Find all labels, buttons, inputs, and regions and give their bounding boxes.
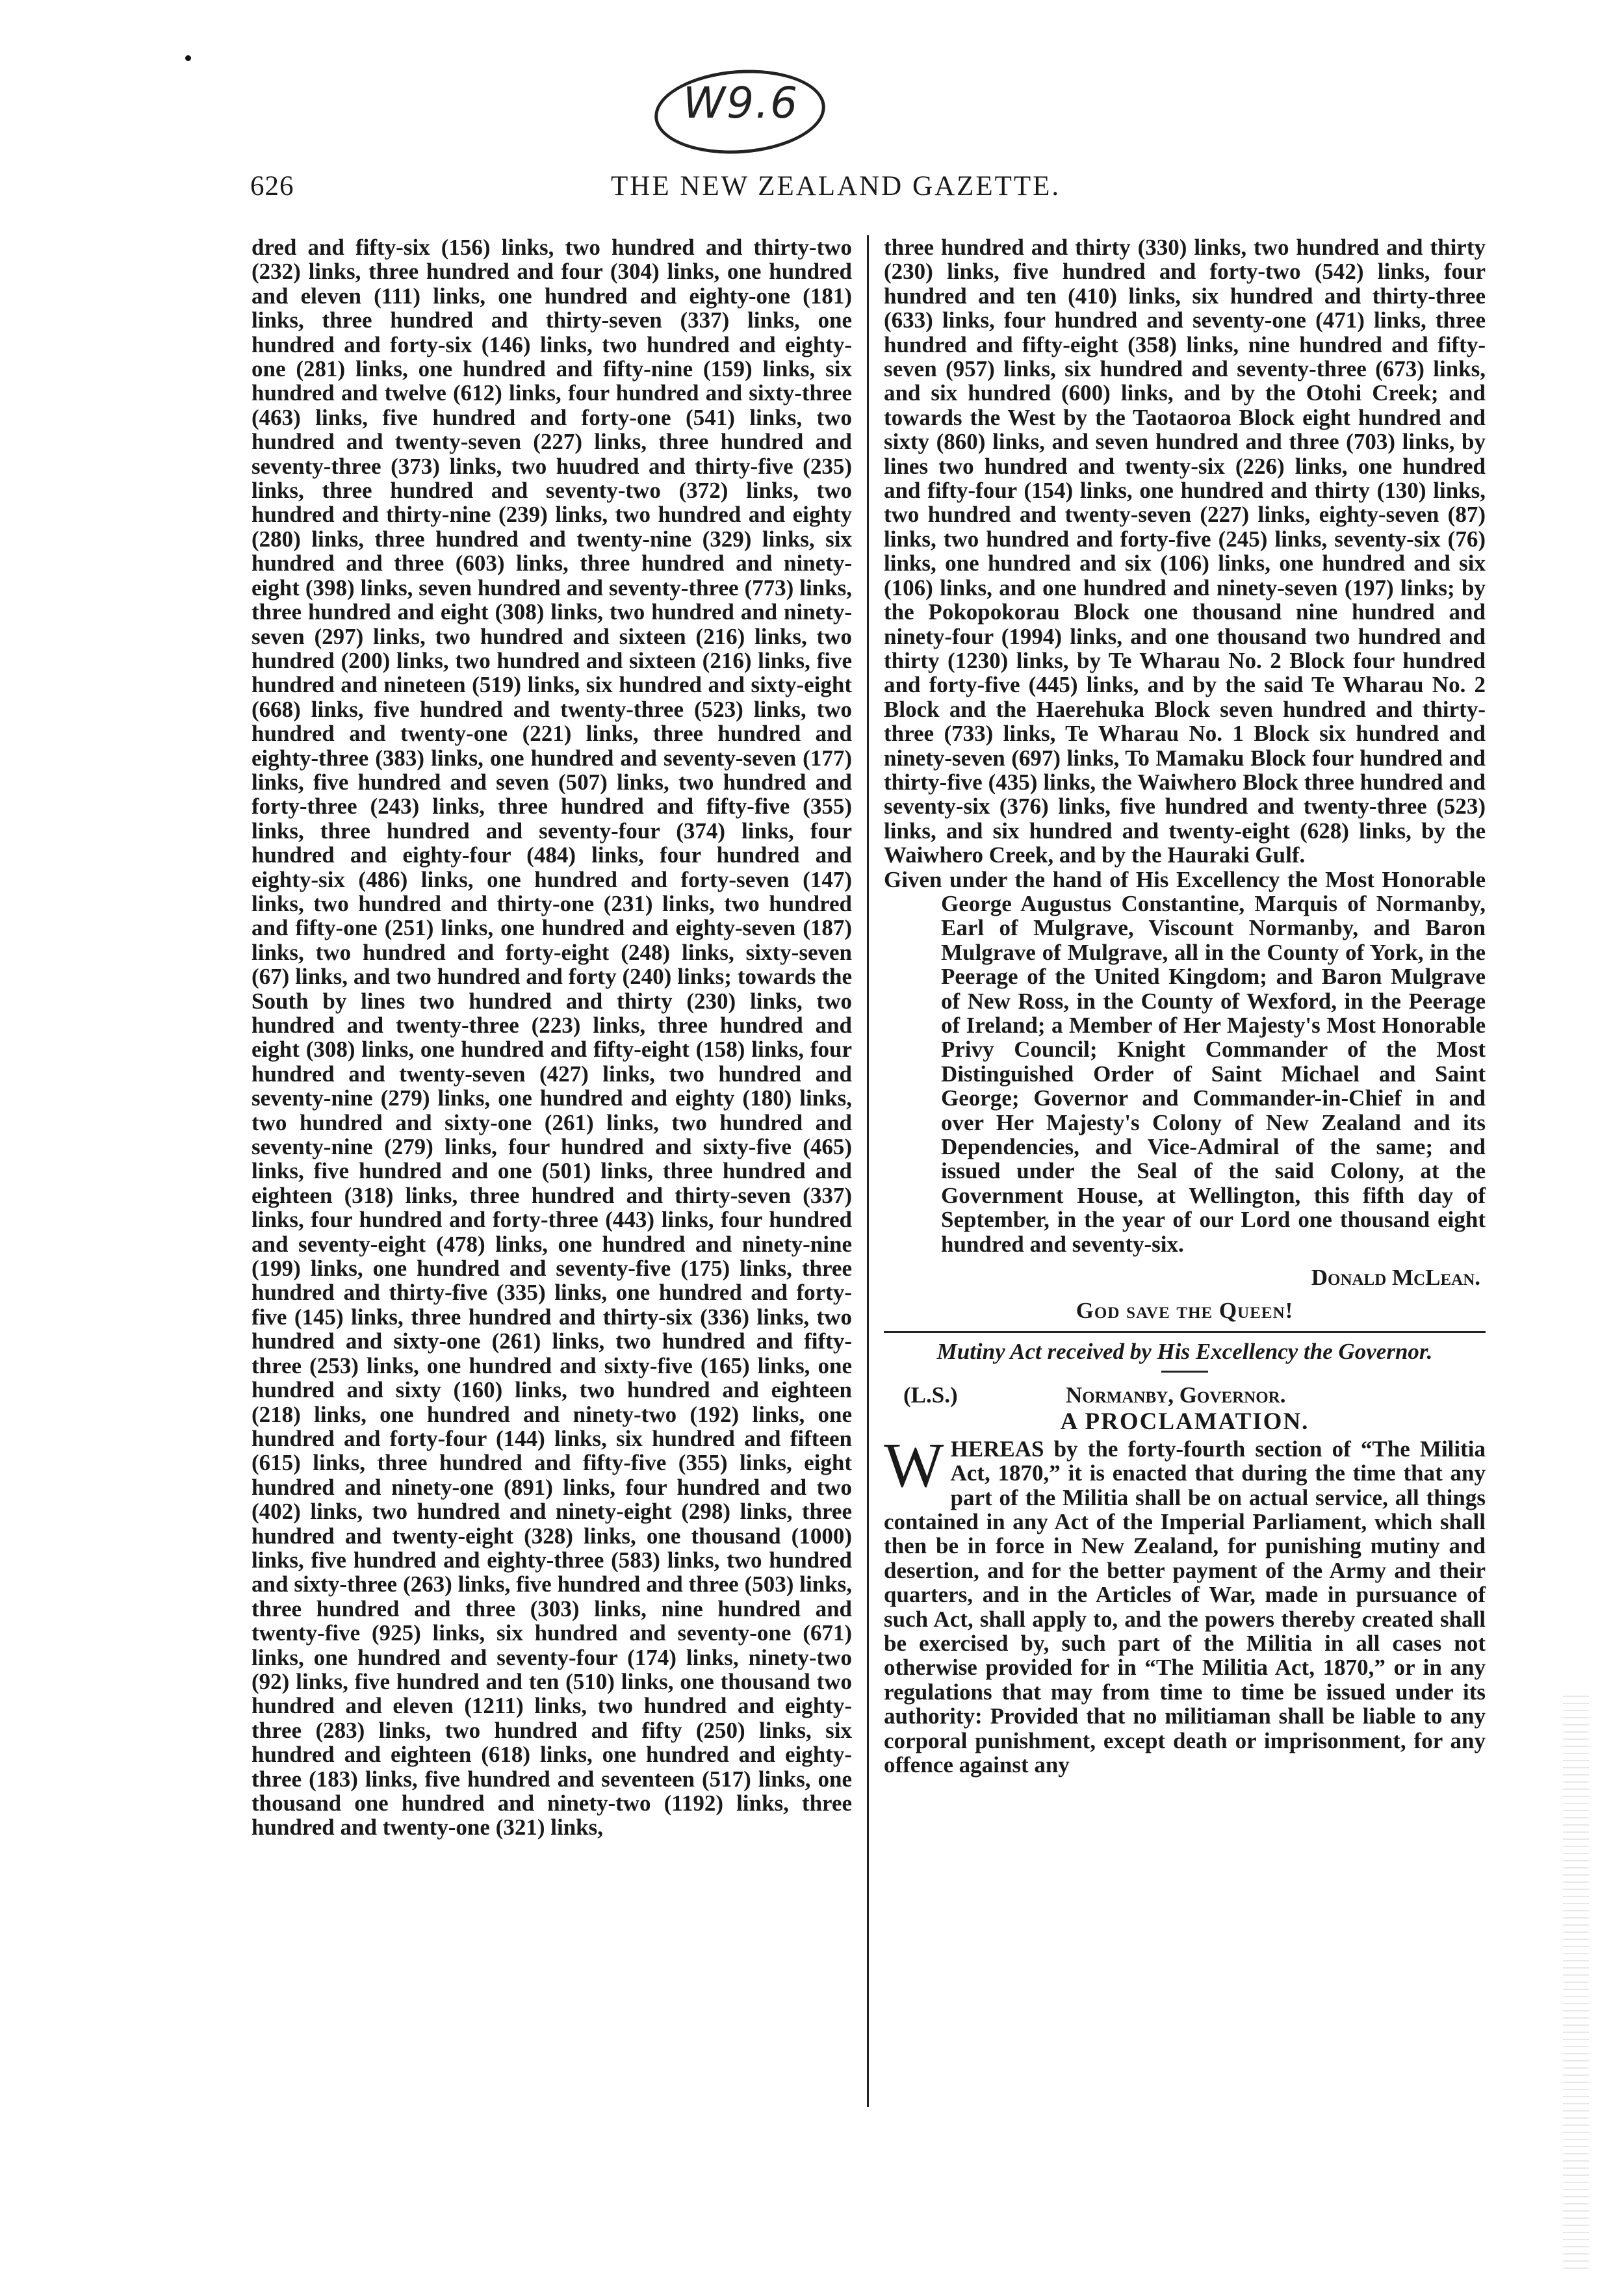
seal-mark: (L.S.) xyxy=(903,1382,958,1408)
proclamation-text: HEREAS by the forty-fourth section of “The Militia Act, 1870,” it is enacted that during the time that any part of the Militia shall be on actual service, all things contained in any Act of the Imperial Parliament, which shall then be in force in New Zealand, for punishing mutiny and desertion, and for the better payment of the Army and their quarters, and in the Articles of War, made in pursuance of such Act, shall apply to, and the powers thereby created shall be exercised by, such part of the Militia in all cases not otherwise provided for in “The Militia Act, 1870,” or in any regulations that may from time to time be issued under its authority: Provided that no militiaman shall be liable to any corporal punishment, except death or imprisonment, for any offence against any xyxy=(884,1436,1486,1777)
ink-dot xyxy=(185,55,191,61)
scan-edge-noise xyxy=(1563,1690,1589,2275)
proclamation-title: A PROCLAMATION. xyxy=(1060,1408,1309,1436)
short-rule xyxy=(1161,1371,1208,1373)
page-number: 626 xyxy=(250,171,294,201)
god-save-the-queen: God save the Queen! xyxy=(1076,1298,1294,1324)
column-divider xyxy=(867,235,869,2107)
given-under-clause: Given under the hand of His Excellency the Most Honorable George Augustus Constantine, Marquis of Normanby, Earl of Mulgrave, Viscount Normanby, and Baron Mulgrave of Mulgrave, all in the County of York, in the Peerage of the United Kingdom; and Baron Mulgrave of New Ross, in the County of Wexford, in the Peerage of Ireland; a Member of Her Majesty's Most Honorable Privy Council; Knight Commander of the Most Distinguished Order of Saint Michael and Saint George; Governor and Commander-in-Chief in and over Her Majesty's Colony of New Zealand and its Dependencies, and Vice-Admiral of the same; and issued under the Seal of the said Colony, at the Government House, at Wellington, this fifth day of September, in the year of our Lord one thousand eight hundred and seventy-six. xyxy=(884,866,1486,1257)
governor-signature: Normanby, Governor. xyxy=(1066,1382,1286,1408)
proclamation-body xyxy=(884,1430,1486,1777)
handwritten-annotation: W9.6 xyxy=(682,78,799,128)
left-column xyxy=(251,235,852,1840)
drop-cap: W xyxy=(884,1430,944,1501)
boundary-description-continued: dred and fifty-six (156) links, two hundred and thirty-two (232) links, three hundred and four (304) links, one hundred and eleven (111) links, one hundred and eighty-one (181) links, three hundred and thirty-seven (337) links, one hundred and forty-six (146) links, two hundred and eighty-one (281) links, one hundred and fifty-nine (159) links, six hundred and twelve (612) links, four hundred and sixty-three (463) links, five hundred and forty-one (541) links, two hundred and twenty-seven (227) links, three hundred and seventy-three (373) links, two huudred and thirty-five (235) links, three hundred and seventy-two (372) links, two hundred and thirty-nine (239) links, two hundred and eighty (280) links, three hundred and twenty-nine (329) links, six hundred and three (603) links, three hundred and ninety-eight (398) links, seven hundred and seventy-three (773) links, three hundred and eight (308) links, two hundred and ninety-seven (297) links, two hundred and sixteen (216) links, two hundred (200) links, two hundred and sixteen (216) links, five hundred and nineteen (519) links, six hundred and sixty-eight (668) links, five hundred and twenty-three (523) links, two hundred and twenty-one (221) links, three hundred and eighty-three (383) links, one hundred and seventy-seven (177) links, five hundred and seven (507) links, two hundred and forty-three (243) links, three hundred and fifty-five (355) links, three hundred and seventy-four (374) links, four hundred and eighty-four (484) links, four hundred and eighty-six (486) links, one hundred and forty-seven (147) links, two hundred and thirty-one (231) links, two hundred and fifty-one (251) links, one hundred and eighty-seven (187) links, two hundred and forty-eight (248) links, sixty-seven (67) links, and two hundred and forty (240) links; towards the South by lines two hundred and thirty (230) links, two hundred and twenty-three (223) links, three hundred and eight (308) links, one hundred and fifty-eight (158) links, four hundred and twenty-seven (427) links, two hundred and seventy-nine (279) links, one hundred and eighty (180) links, two hundred and sixty-one (261) links, two hundred and seventy-nine (279) links, four hundred and sixty-five (465) links, five hundred and one (501) links, three hundred and eighteen (318) links, three hundred and thirty-seven (337) links, four hundred and forty-three (443) links, four hundred and seventy-eight (478) links, one hundred and ninety-nine (199) links, one hundred and seventy-five (175) links, three hundred and thirty-five (335) links, one hundred and forty-five (145) links, three hundred and thirty-six (336) links, two hundred and sixty-one (261) links, two hundred and fifty-three (253) links, one hundred and sixty-five (165) links, one hundred and sixty (160) links, two hundred and eighteen (218) links, one hundred and ninety-two (192) links, one hundred and forty-four (144) links, six hundred and fifteen (615) links, three hundred and fifty-five (355) links, eight hundred and ninety-one (891) links, four hundred and two (402) links, two hundred and ninety-eight (298) links, three hundred and twenty-eight (328) links, one thousand (1000) links, five hundred and eighty-three (583) links, two hundred and sixty-three (263) links, five hundred and three (503) links, three hundred and three (303) links, nine hundred and twenty-five (925) links, six hundred and seventy-one (671) links, one hundred and seventy-four (174) links, ninety-two (92) links, five hundred and ten (510) links, one thousand two hundred and eleven (1211) links, two hundred and eighty-three (283) links, two hundred and fifty (250) links, six hundred and eighteen (618) links, one hundred and eighty-three (183) links, five hundred and seventeen (517) links, one thousand one hundred and ninety-two (1192) links, three hundred and twenty-one (321) links, xyxy=(251,235,852,1841)
right-column xyxy=(884,235,1486,1777)
section-rule xyxy=(884,1331,1486,1333)
seal-governor-line xyxy=(884,1383,1486,1407)
notice-heading: Mutiny Act received by His Excellency the Governor. xyxy=(936,1338,1433,1364)
masthead-title: THE NEW ZEALAND GAZETTE. xyxy=(611,171,1061,201)
signatory-name: Donald McLean. xyxy=(1311,1265,1480,1291)
boundary-description-end: three hundred and thirty (330) links, two hundred and thirty (230) links, five hundred and forty-two (542) links, four hundred and ten (410) links, six hundred and thirty-three (633) links, four hundred and seventy-one (471) links, three hundred and fifty-eight (358) links, nine hundred and fifty-seven (957) links, six hundred and seventy-three (673) links, and six hundred (600) links, and by the Otohi Creek; and towards the West by the Taotaoroa Block eight hundred and sixty (860) links, and seven hundred and three (703) links, by lines two hundred and twenty-six (226) links, one hundred and fifty-four (154) links, one hundred and thirty (130) links, two hundred and twenty-seven (227) links, eighty-seven (87) links, two hundred and forty-five (245) links, seventy-six (76) links, one hundred and six (106) links, one hundred and six (106) links, and one hundred and ninety-seven (197) links; by the Pokopokorau Block one thousand nine hundred and ninety-four (1994) links, and one thousand two hundred and thirty (1230) links, by Te Wharau No. 2 Block four hundred and forty-five (445) links, and by the said Te Wharau No. 2 Block and the Haerehuka Block seven hundred and thirty-three (733) links, Te Wharau No. 1 Block six hundred and ninety-seven (697) links, To Mamaku Block four hundred and thirty-five (435) links, the Waiwhero Block three hundred and seventy-six (376) links, five hundred and twenty-three (523) links, and six hundred and twenty-eight (628) links, by the Waiwhero Creek, and by the Hauraki Gulf. xyxy=(884,235,1486,868)
